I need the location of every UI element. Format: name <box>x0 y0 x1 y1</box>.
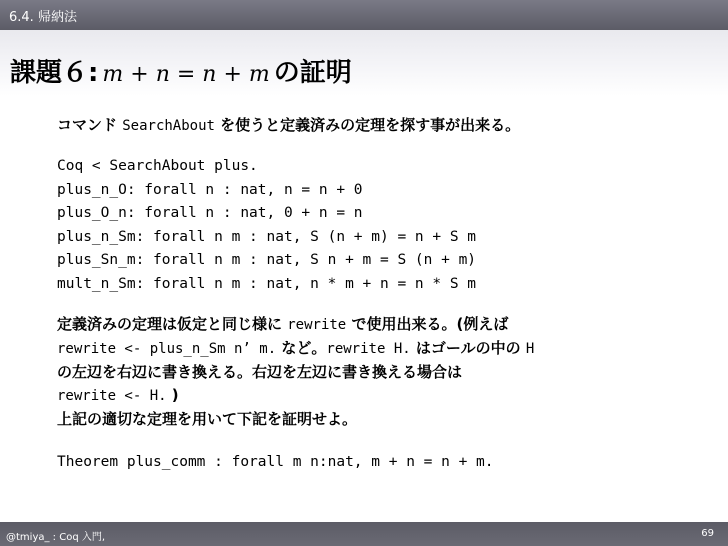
title-prefix: 課題６ <box>10 58 89 88</box>
title-colon: : <box>88 58 99 88</box>
code-line: Coq < SearchAbout plus. <box>57 158 258 174</box>
intro-line <box>57 114 707 137</box>
intro-after: を使うと定義済みの定理を探す事が出来る。 <box>214 116 521 134</box>
para-code: rewrite <- H. <box>57 388 167 404</box>
para-code: H <box>525 341 535 357</box>
para-line-2 <box>57 337 707 361</box>
intro-before: コマンド <box>57 116 123 134</box>
title-suffix: の証明 <box>273 58 352 88</box>
code-line: plus_O_n: forall n : nat, 0 + n = n <box>57 205 363 221</box>
para-text: ) <box>166 386 179 404</box>
code-line: mult_n_Sm: forall n m : nat, n * m + n = n * S m <box>57 275 477 292</box>
footer-bar <box>0 522 728 546</box>
para-code: rewrite H. <box>326 341 411 357</box>
para-text: など。 <box>276 339 327 357</box>
intro-command: SearchAbout <box>122 118 215 134</box>
code-line: plus_Sn_m: forall n m : nat, S n + m = S (n + m) <box>57 252 477 268</box>
para-code: rewrite <box>287 317 347 333</box>
header-bar <box>0 0 728 30</box>
code-block <box>57 155 707 296</box>
para-line-5: 上記の適切な定理を用いて下記を証明せよ。 <box>57 410 358 428</box>
para-line-1 <box>57 313 707 337</box>
para-text: 定義済みの定理は仮定と同じ様に <box>57 315 288 333</box>
explanation-paragraph <box>57 313 707 431</box>
theorem-statement: Theorem plus_comm : forall m n:nat, m + n = n + m. <box>57 454 494 470</box>
para-text: はゴールの中の <box>410 339 526 357</box>
title-math: m + n = n + m <box>102 62 270 87</box>
para-line-3: の左辺を右辺に書き換える。右辺を左辺に書き換える場合は <box>57 363 463 381</box>
slide-content <box>57 114 707 475</box>
section-title: 6.4. 帰納法 <box>9 9 77 25</box>
para-code: rewrite <- plus_n_Sm n’ m. <box>57 341 277 357</box>
footer-author: @tmiya_ : Coq 入門, <box>6 532 106 543</box>
code-line: plus_n_Sm: forall n m : nat, S (n + m) = n + S m <box>57 228 477 245</box>
slide-title <box>10 52 352 89</box>
page-number: 69 <box>701 528 714 539</box>
para-text: で使用出来る。(例えば <box>346 315 509 333</box>
code-line: plus_n_O: forall n : nat, n = n + 0 <box>57 181 363 198</box>
para-line-4 <box>57 384 707 408</box>
